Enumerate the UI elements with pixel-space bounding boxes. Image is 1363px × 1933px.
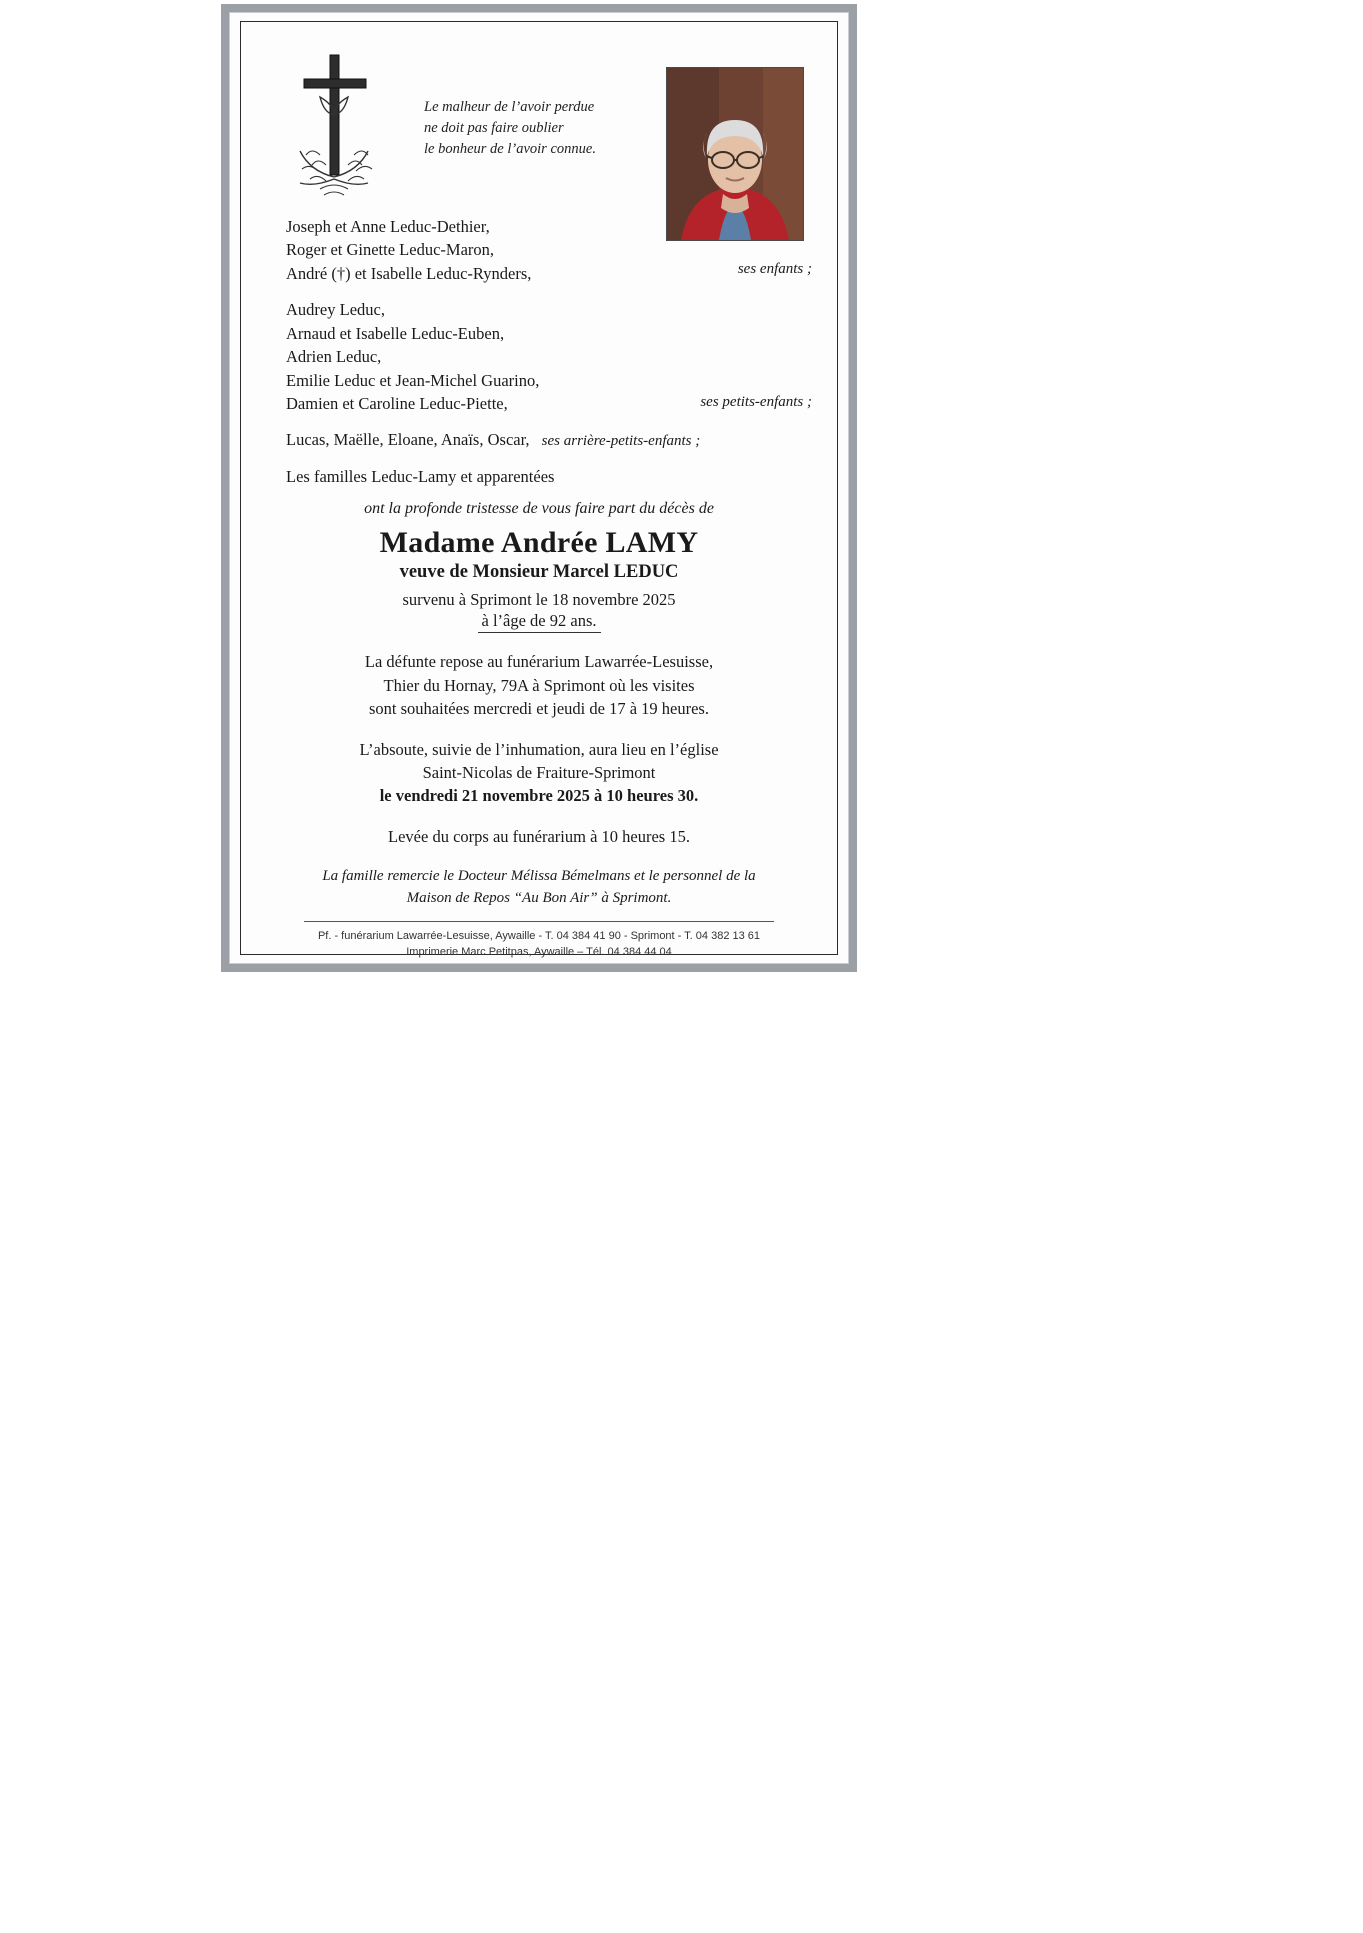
children-group — [286, 215, 816, 285]
children-role-label: ses enfants ; — [737, 261, 812, 277]
great-grandchildren-group — [286, 428, 816, 452]
memorial-card-frame — [221, 4, 857, 972]
quote-line-3: le bonheur de l’avoir connue. — [424, 141, 596, 158]
card-header — [252, 31, 826, 213]
card-content — [252, 31, 826, 959]
deceased-subtitle: veuve de Monsieur Marcel LEDUC — [399, 562, 679, 583]
ceremony-line-1: L’absoute, suivie de l’inhumation, aura lieu en l’église — [359, 739, 719, 759]
grandchildren-group — [286, 298, 816, 415]
cross-with-palm-icon — [290, 51, 386, 201]
memorial-quote — [424, 97, 644, 160]
grandchildren-line-2: Arnaud et Isabelle Leduc-Euben, — [286, 323, 505, 343]
death-place-date: survenu à Sprimont le 18 novembre 2025 — [402, 590, 676, 610]
levee-paragraph: Levée du corps au funérarium à 10 heures 15. — [388, 826, 690, 846]
grandchildren-line-5: Damien et Caroline Leduc-Piette, — [286, 393, 508, 413]
footer-divider — [304, 921, 774, 922]
repose-line-3: sont souhaitées mercredi et jeudi de 17 à 19 heures. — [369, 699, 709, 719]
children-line-3: André (†) et Isabelle Leduc-Rynders, — [286, 263, 532, 283]
footer-line-1: Pf. - funérarium Lawarrée-Lesuisse, Aywaille - T. 04 384 41 90 - Sprimont - T. 04 382 13 61 — [317, 929, 761, 942]
grandchildren-line-3: Adrien Leduc, — [286, 347, 382, 367]
thanks-line-1: La famille remercie le Docteur Mélissa Bémelmans et le personnel de la — [322, 868, 756, 885]
repose-line-2: Thier du Hornay, 79A à Sprimont où les visites — [383, 675, 695, 695]
footer-credits — [252, 928, 826, 961]
footer-line-2: Imprimerie Marc Petitpas, Aywaille – Tél. 04 384 44 04 — [406, 946, 672, 959]
quote-line-2: ne doit pas faire oublier — [424, 120, 564, 137]
ceremony-line-2: Saint-Nicolas de Fraiture-Sprimont — [422, 763, 656, 783]
memorial-card — [229, 12, 849, 964]
death-age: à l’âge de 92 ans. — [478, 611, 601, 633]
deceased-name: Madame Andrée LAMY — [379, 526, 699, 560]
related-families-line: Les familles Leduc-Lamy et apparentées — [286, 466, 555, 486]
grandchildren-role-label: ses petits-enfants ; — [700, 394, 812, 411]
grandchildren-line-1: Audrey Leduc, — [286, 300, 385, 320]
grandchildren-line-4: Emilie Leduc et Jean-Michel Guarino, — [286, 370, 540, 390]
great-grandchildren-names: Lucas, Maëlle, Eloane, Anaïs, Oscar, — [286, 430, 530, 450]
announcement-block — [252, 500, 826, 961]
repose-paragraph — [252, 650, 826, 720]
ceremony-datetime: le vendredi 21 novembre 2025 à 10 heures 30. — [379, 786, 699, 806]
great-grandchildren-role-label: ses arrière-petits-enfants ; — [541, 433, 701, 450]
children-line-1: Joseph et Anne Leduc-Dethier, — [286, 217, 490, 236]
thanks-line-2: Maison de Repos “Au Bon Air” à Sprimont. — [406, 889, 672, 906]
family-lists — [252, 215, 826, 488]
children-line-2: Roger et Ginette Leduc-Maron, — [286, 240, 495, 260]
quote-line-1: Le malheur de l’avoir perdue — [424, 99, 595, 115]
announcement-intro: ont la profonde tristesse de vous faire part du décès de — [364, 500, 714, 518]
repose-line-1: La défunte repose au funérarium Lawarrée-Lesuisse, — [364, 652, 714, 672]
thanks-paragraph — [252, 866, 826, 909]
ceremony-paragraph — [252, 738, 826, 808]
